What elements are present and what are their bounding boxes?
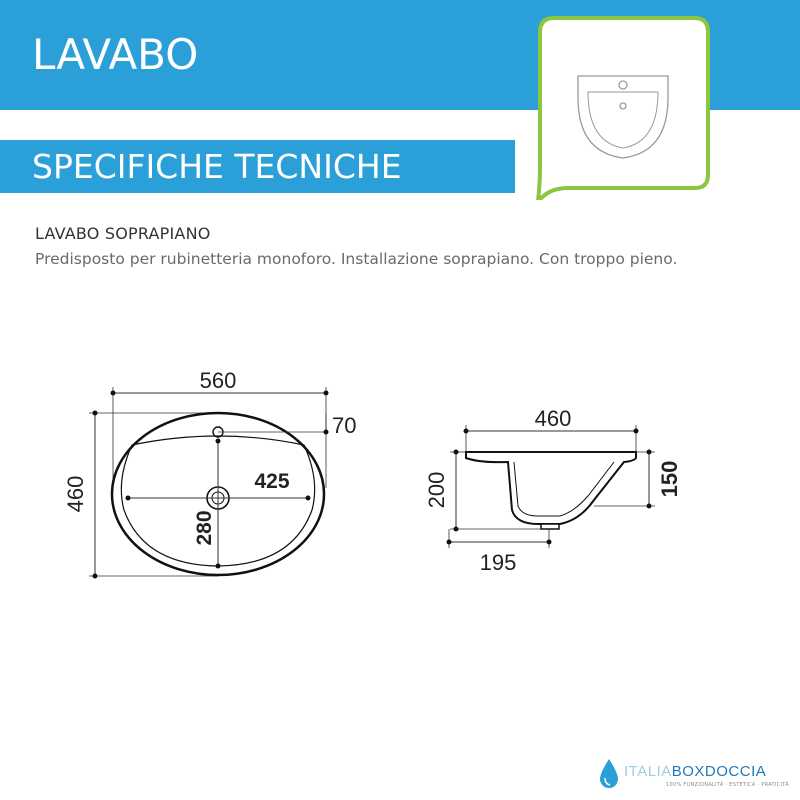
page-title: LAVABO	[32, 30, 199, 79]
brand-logo-text	[624, 763, 766, 780]
water-drop-icon	[596, 757, 622, 791]
dim-label-height: 460	[63, 475, 88, 513]
dim-dot	[111, 391, 116, 396]
dim-dot	[647, 450, 652, 455]
dim-label-depth: 460	[534, 406, 572, 431]
drain-stub	[541, 524, 559, 529]
dim-dot	[216, 439, 221, 444]
dim-dot	[454, 527, 459, 532]
product-name: LAVABO SOPRAPIANO	[35, 224, 211, 243]
dim-dot	[126, 496, 131, 501]
section-title: SPECIFICHE TECNICHE	[32, 147, 402, 186]
brand-tagline: 100% FUNZIONALITÀ · ESTETICA · PRATICITÀ	[666, 782, 789, 788]
sink-profile	[466, 452, 636, 524]
dim-label-drain-offset: 195	[479, 550, 517, 575]
dim-label-bowl-height: 150	[657, 460, 682, 498]
dim-dot	[447, 540, 452, 545]
dim-dot	[647, 504, 652, 509]
brand-name-part1: ITALIA	[624, 763, 672, 780]
dim-dot	[216, 564, 221, 569]
dim-dot	[324, 430, 329, 435]
dim-dot	[547, 540, 552, 545]
product-description: Predisposto per rubinetteria monoforo. Installazione soprapiano. Con troppo pieno.	[35, 250, 678, 268]
dim-dot	[306, 496, 311, 501]
brand-logo	[596, 755, 796, 795]
side-view	[424, 406, 682, 575]
dim-dot	[454, 450, 459, 455]
dim-label-inner-width: 425	[254, 470, 290, 493]
dim-label-inner-depth: 280	[193, 510, 216, 546]
dim-dot	[93, 574, 98, 579]
dim-dot	[324, 391, 329, 396]
dim-dot	[634, 429, 639, 434]
dim-label-total-height: 200	[424, 471, 449, 509]
dim-dot	[93, 411, 98, 416]
top-view	[63, 368, 356, 579]
dim-label-tap-offset: 70	[332, 413, 357, 438]
dim-label-width: 560	[199, 368, 237, 393]
brand-name-part2: BOXDOCCIA	[671, 763, 767, 780]
dim-dot	[464, 429, 469, 434]
